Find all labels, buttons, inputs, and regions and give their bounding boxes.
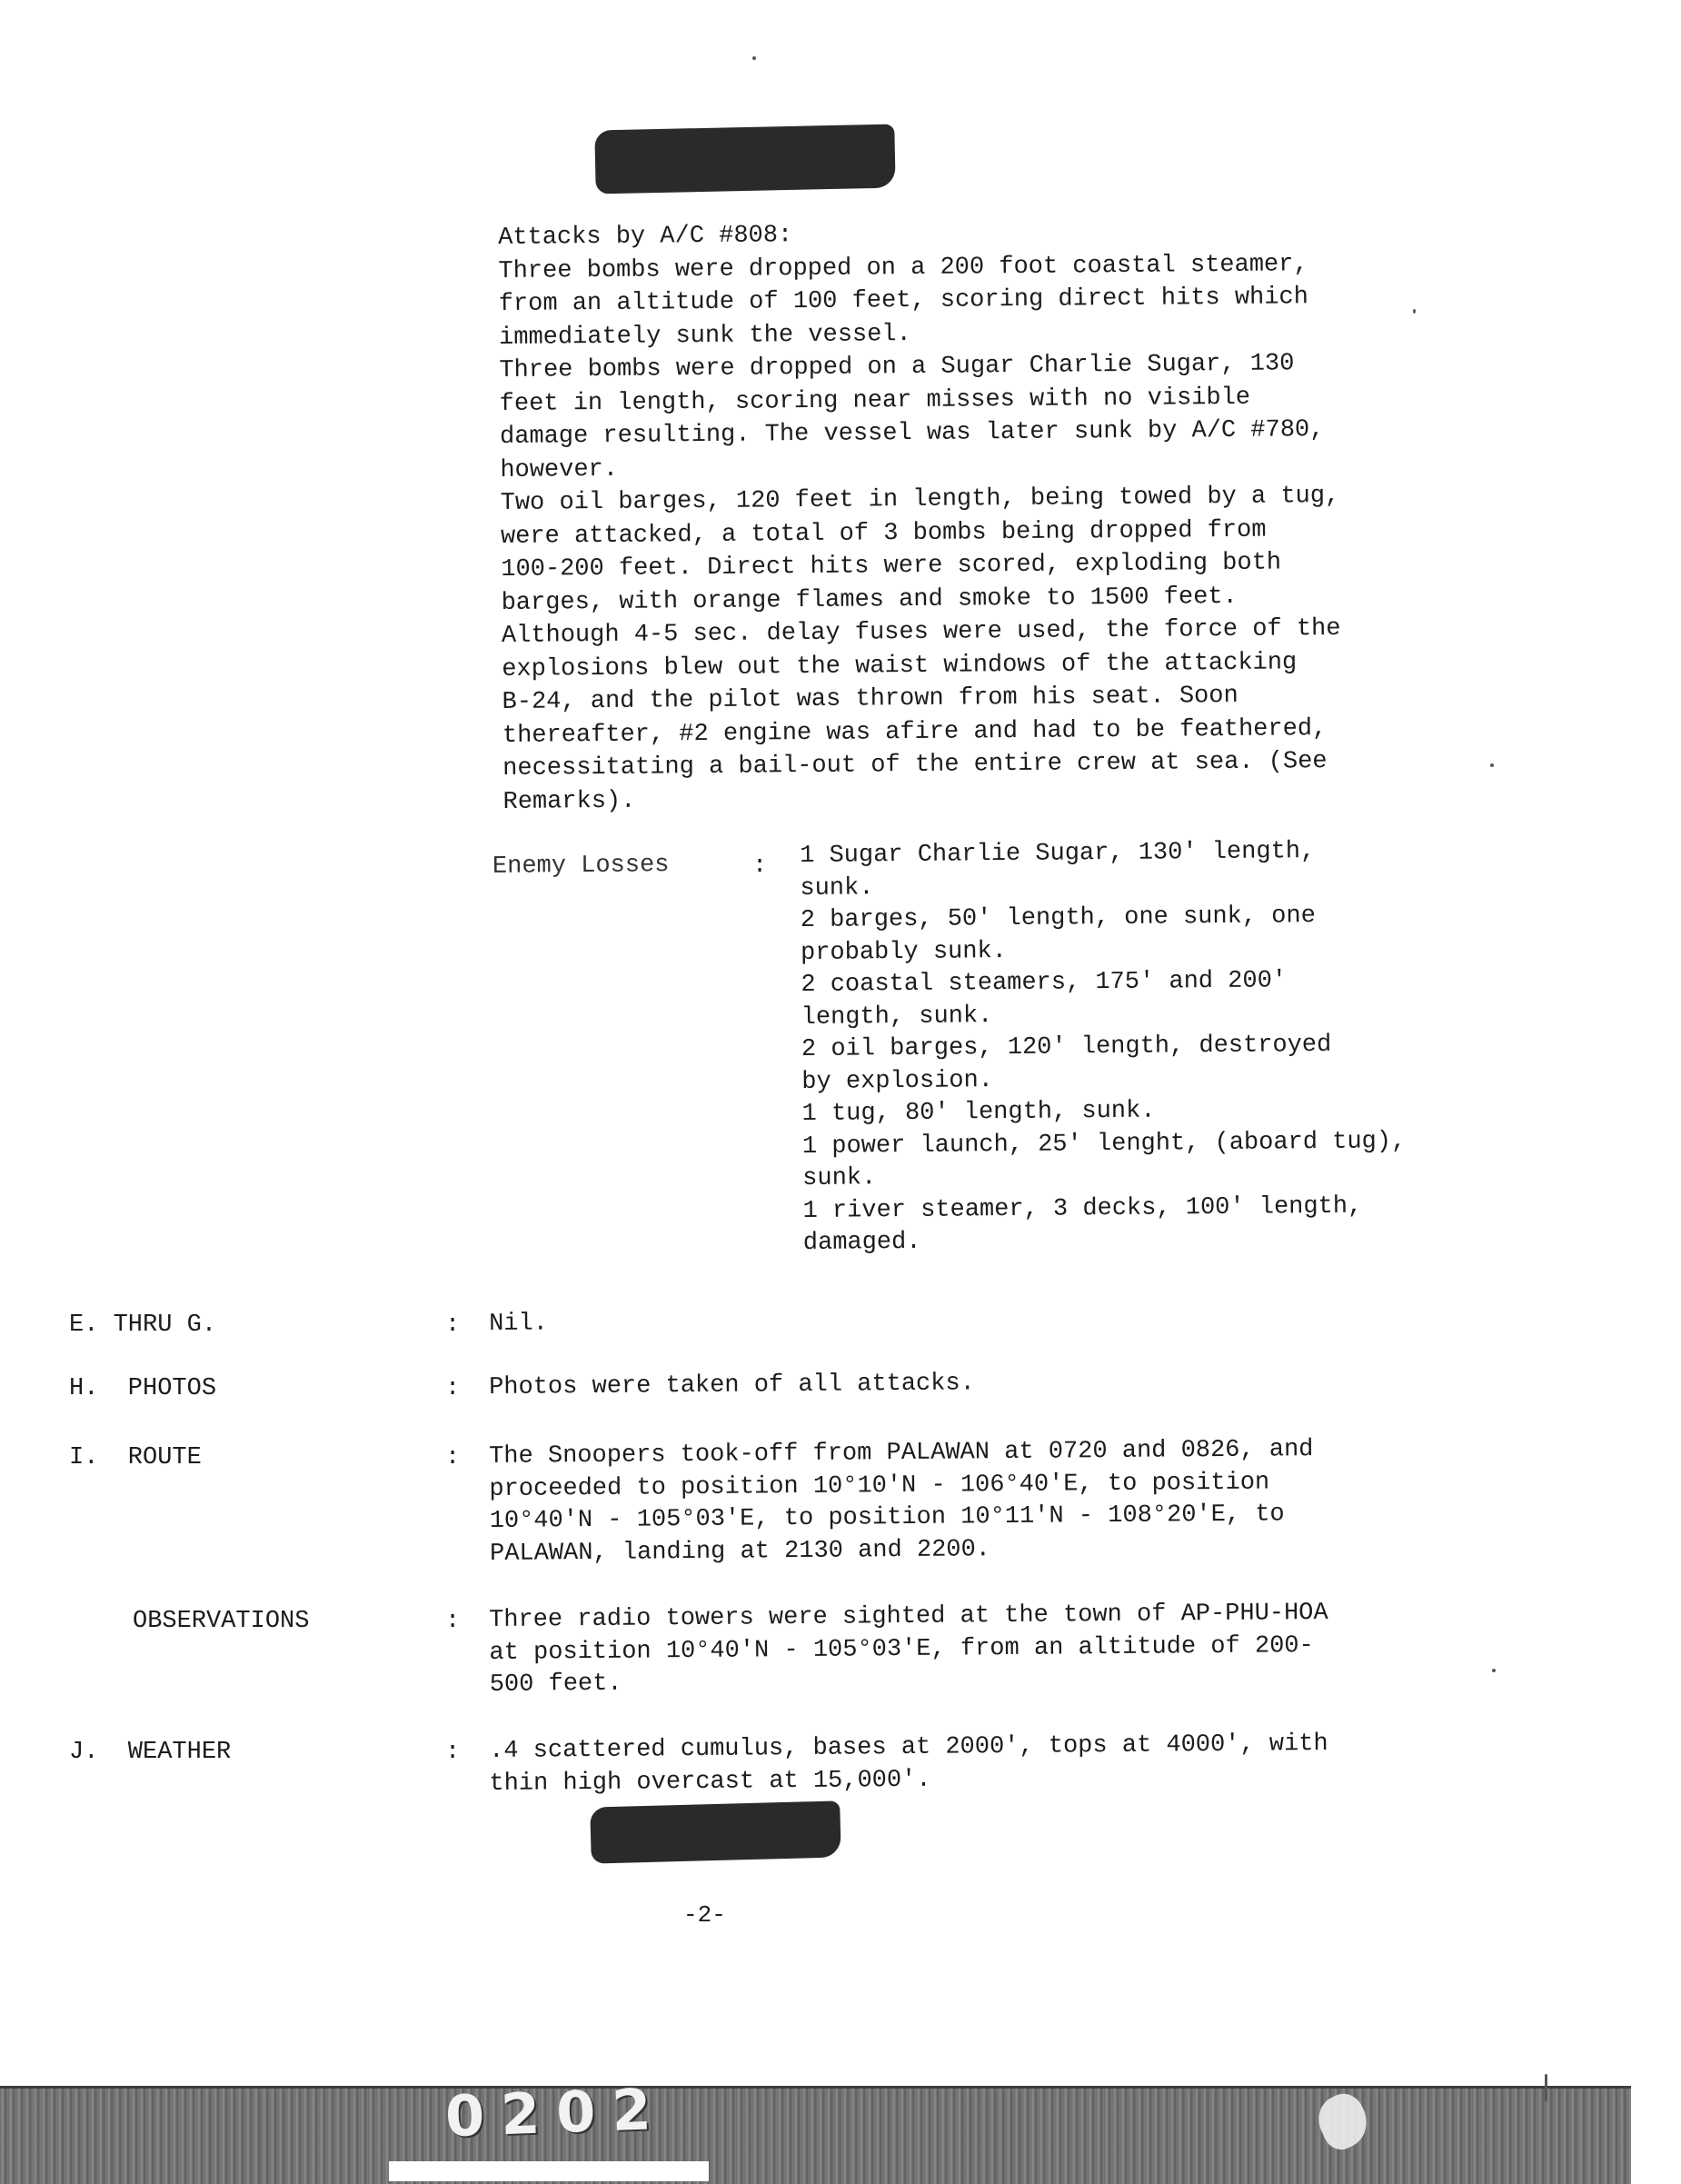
attack-line: however.	[500, 455, 619, 484]
enemy-losses-list	[800, 834, 1494, 1260]
attack-line: Remarks).	[502, 787, 636, 816]
section-label: H. PHOTOS	[69, 1375, 217, 1402]
scan-footer-band	[0, 2086, 1631, 2184]
attack-line: were attacked, a total of 3 bombs being dropped from	[500, 516, 1267, 551]
attack-line: immediately sunk the vessel.	[498, 320, 911, 352]
footer-document-number: 0202	[443, 2075, 669, 2150]
attack-line: Two oil barges, 120 feet in length, being towed by a tug,	[500, 482, 1340, 517]
section-colon: :	[445, 1444, 461, 1471]
attack-line: Although 4-5 sec. delay fuses were used, the force of the	[501, 614, 1341, 650]
attack-line: feet in length, scoring near misses with no visible	[499, 384, 1251, 418]
attack-line: Attacks by A/C #808:	[498, 222, 793, 252]
section-text-line: The Snoopers took-off from PALAWAN at 0720 and 0826, and	[489, 1436, 1314, 1471]
section-text	[489, 1301, 1470, 1341]
enemy-losses-colon: :	[752, 853, 768, 880]
section-text-line: at position 10°40'N - 105°03'E, from an altitude of 200-	[489, 1631, 1314, 1667]
loss-line: 2 barges, 50' length, one sunk, one	[800, 903, 1316, 934]
section-label: J. WEATHER	[69, 1739, 232, 1766]
loss-line: length, sunk.	[801, 1002, 993, 1032]
loss-line: 1 power launch, 25' lenght, (aboard tug),	[801, 1127, 1407, 1161]
attack-line: Three bombs were dropped on a Sugar Charlie Sugar, 130	[499, 350, 1295, 384]
attack-line: barges, with orange flames and smoke to 1500 feet.	[501, 583, 1238, 617]
page-number: -2-	[683, 1901, 726, 1929]
loss-line: 2 oil barges, 120' length, destroyed	[801, 1031, 1332, 1063]
section-text	[489, 1728, 1471, 1800]
section-text-line: Three radio towers were sighted at the town of AP-PHU-HOA	[489, 1599, 1328, 1634]
section-text-line: PALAWAN, landing at 2130 and 2200.	[489, 1535, 991, 1568]
section-text	[489, 1597, 1471, 1702]
loss-line: damaged.	[802, 1228, 921, 1257]
section-label: I. ROUTE	[69, 1444, 202, 1471]
section-text-line: thin high overcast at 15,000'.	[489, 1766, 931, 1798]
section-text-line: Photos were taken of all attacks.	[489, 1370, 975, 1401]
loss-line: sunk.	[800, 873, 874, 903]
section-label: OBSERVATIONS	[133, 1608, 310, 1635]
attack-line: B-24, and the pilot was thrown from his seat. Soon	[502, 682, 1238, 716]
attack-line: damage resulting. The vessel was later sunk by A/C #780,	[499, 416, 1325, 451]
section-text-line: .4 scattered cumulus, bases at 2000', tops at 4000', with	[489, 1730, 1328, 1765]
redaction-mark-top	[594, 125, 895, 194]
attack-line: explosions blew out the waist windows of the attacking	[502, 648, 1298, 683]
loss-line: 1 tug, 80' length, sunk.	[801, 1097, 1156, 1128]
attack-line: necessitating a bail-out of the entire crew at sea. (See	[502, 748, 1328, 783]
redaction-mark-bottom	[590, 1800, 841, 1863]
section-colon: :	[445, 1375, 461, 1402]
section-text-line: proceeded to position 10°10'N - 106°40'E, to position	[489, 1469, 1270, 1503]
loss-line: 1 river steamer, 3 decks, 100' length,	[802, 1192, 1363, 1225]
scan-speck	[1490, 763, 1494, 767]
section-text	[489, 1364, 1470, 1405]
enemy-losses-label: Enemy Losses	[492, 852, 670, 881]
attack-line: thereafter, #2 engine was afire and had to be feathered,	[502, 714, 1328, 750]
attack-line: Three bombs were dropped on a 200 foot coastal steamer,	[498, 250, 1308, 285]
section-text	[489, 1433, 1471, 1571]
loss-line: by explosion.	[801, 1066, 994, 1096]
scan-speck	[1413, 309, 1416, 314]
scan-speck	[752, 56, 756, 60]
section-label: E. THRU G.	[69, 1311, 217, 1339]
loss-line: 1 Sugar Charlie Sugar, 130' length,	[800, 838, 1316, 870]
section-text-line: 10°40'N - 105°03'E, to position 10°11'N - 108°20'E, to	[489, 1501, 1285, 1535]
attacks-paragraph	[498, 214, 1457, 819]
loss-line: sunk.	[802, 1164, 877, 1192]
scan-speck	[1545, 2074, 1547, 2101]
loss-line: probably sunk.	[800, 937, 1008, 967]
loss-line: 2 coastal steamers, 175' and 200'	[801, 967, 1288, 999]
section-colon: :	[445, 1311, 461, 1339]
scan-speck	[1492, 1669, 1496, 1672]
section-colon: :	[445, 1739, 461, 1766]
scan-footer-gap	[389, 2161, 709, 2181]
attack-line: 100-200 feet. Direct hits were scored, exploding both	[501, 549, 1282, 583]
section-text-line: Nil.	[489, 1310, 549, 1338]
section-colon: :	[445, 1608, 461, 1635]
section-text-line: 500 feet.	[489, 1670, 622, 1699]
attack-line: from an altitude of 100 feet, scoring direct hits which	[498, 284, 1309, 318]
